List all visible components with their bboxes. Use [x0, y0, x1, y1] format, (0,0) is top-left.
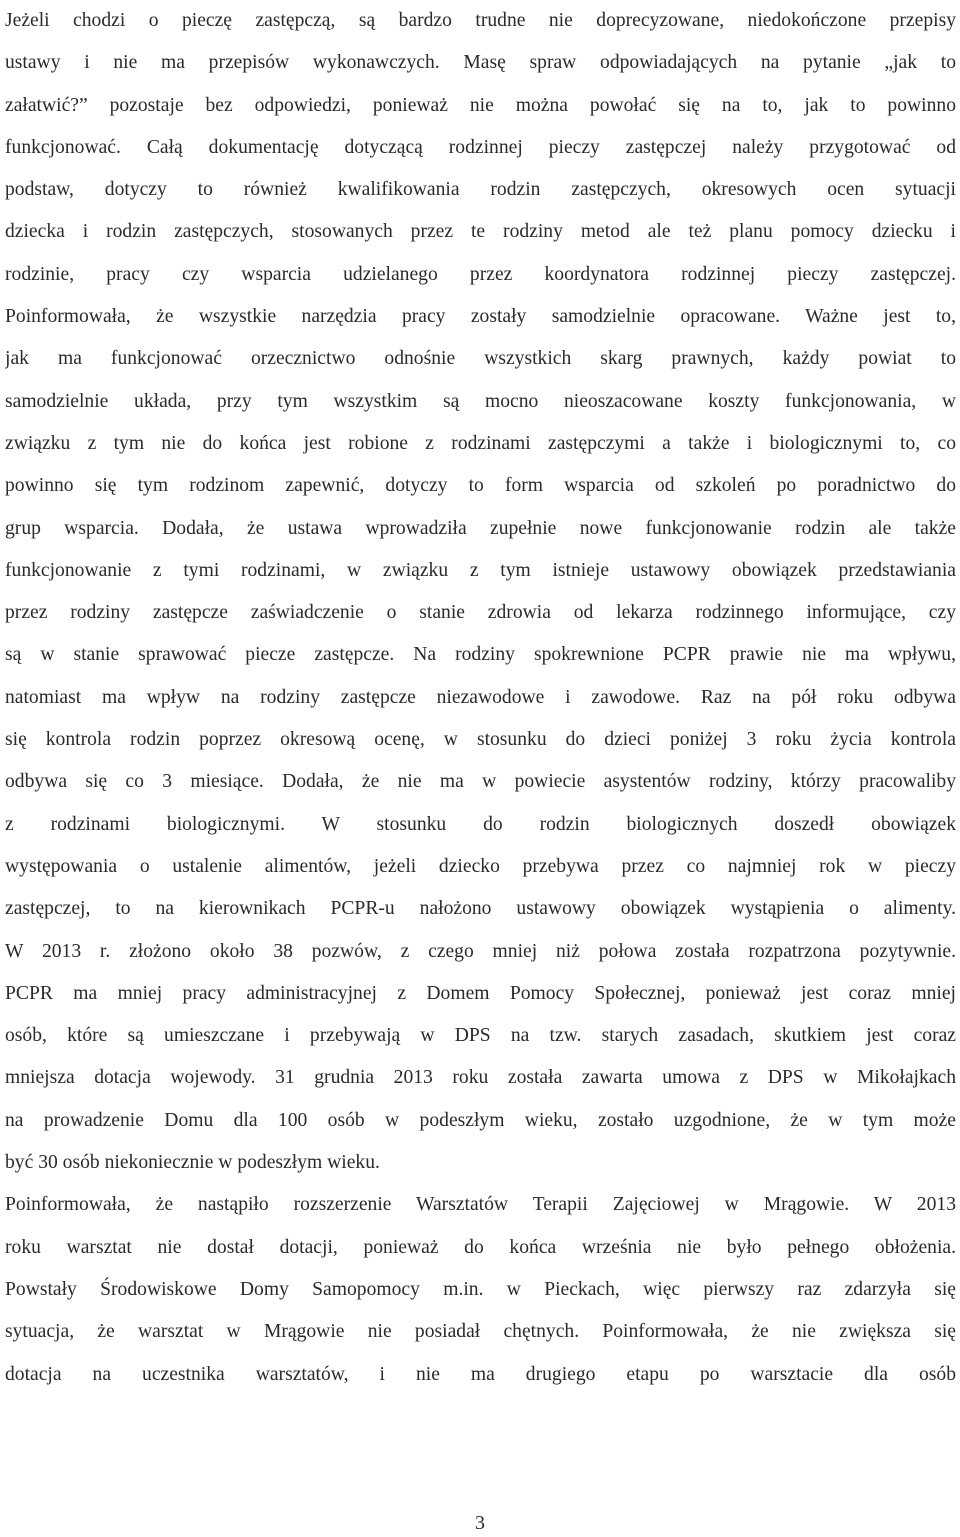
text-line: załatwić?” pozostaje bez odpowiedzi, ponieważ nie można powołać się na to, jak to powinno	[5, 94, 956, 116]
text-line: PCPR ma mniej pracy administracyjnej z Domem Pomocy Społecznej, ponieważ jest coraz mniej	[5, 982, 956, 1004]
text-line: występowania o ustalenie alimentów, jeżeli dziecko przebywa przez co najmniej rok w pieczy	[5, 855, 956, 877]
text-line: samodzielnie układa, przy tym wszystkim są mocno nieoszacowane koszty funkcjonowania, w	[5, 390, 956, 412]
text-line: się kontrola rodzin poprzez okresową ocenę, w stosunku do dzieci poniżej 3 roku życia kontrola	[5, 729, 956, 751]
text-line: rodzinie, pracy czy wsparcia udzielanego przez koordynatora rodzinnej pieczy zastępczej.	[5, 263, 956, 285]
text-line: roku warsztat nie dostał dotacji, ponieważ do końca września nie było pełnego obłożenia.	[5, 1236, 956, 1258]
text-line: grup wsparcia. Dodała, że ustawa wprowadziła zupełnie nowe funkcjonowanie rodzin ale także	[5, 517, 956, 539]
text-line: dziecka i rodzin zastępczych, stosowanych przez te rodziny metod ale też planu pomocy dziecku i	[5, 221, 956, 243]
text-line: funkcjonować. Całą dokumentację dotyczącą rodzinnej pieczy zastępczej należy przygotować od	[5, 136, 956, 158]
text-line: mniejsza dotacja wojewody. 31 grudnia 2013 roku została zawarta umowa z DPS w Mikołajkach	[5, 1067, 956, 1089]
text-line: Powstały Środowiskowe Domy Samopomocy m.in. w Pieckach, więc pierwszy raz zdarzyła się	[5, 1278, 956, 1300]
text-line: podstaw, dotyczy to również kwalifikowania rodzin zastępczych, okresowych ocen sytuacji	[5, 179, 956, 201]
text-line: Poinformowała, że wszystkie narzędzia pracy zostały samodzielnie opracowane. Ważne jest to,	[5, 306, 956, 328]
text-line: Poinformowała, że nastąpiło rozszerzenie Warsztatów Terapii Zajęciowej w Mrągowie. W 2013	[5, 1194, 956, 1216]
text-line: przez rodziny zastępcze zaświadczenie o stanie zdrowia od lekarza rodzinnego informujące, czy	[5, 602, 956, 624]
text-line: powinno się tym rodzinom zapewnić, dotyczy to form wsparcia od szkoleń po poradnictwo do	[5, 475, 956, 497]
text-line: osób, które są umieszczane i przebywają w DPS na tzw. starych zasadach, skutkiem jest coraz	[5, 1025, 956, 1047]
text-line: zastępczej, to na kierownikach PCPR-u nałożono ustawowy obowiązek wystąpienia o alimenty.	[5, 898, 956, 920]
text-line: odbywa się co 3 miesiące. Dodała, że nie ma w powiecie asystentów rodziny, którzy pracowaliby	[5, 771, 956, 793]
text-line: W 2013 r. złożono około 38 pozwów, z czego mniej niż połowa została rozpatrzona pozytywnie.	[5, 940, 956, 962]
text-line: być 30 osób niekoniecznie w podeszłym wieku.	[5, 1152, 380, 1174]
text-line: na prowadzenie Domu dla 100 osób w podeszłym wieku, zostało uzgodnione, że w tym może	[5, 1109, 956, 1131]
text-line: Jeżeli chodzi o pieczę zastępczą, są bardzo trudne nie doprecyzowane, niedokończone przepisy	[5, 10, 956, 31]
text-line: są w stanie sprawować piecze zastępcze. Na rodziny spokrewnione PCPR prawie nie ma wpływu,	[5, 644, 956, 666]
text-line: jak ma funkcjonować orzecznictwo odnośnie wszystkich skarg prawnych, każdy powiat to	[5, 348, 956, 370]
text-line: z rodzinami biologicznymi. W stosunku do rodzin biologicznych doszedł obowiązek	[5, 813, 956, 835]
text-line: natomiast ma wpływ na rodziny zastępcze niezawodowe i zawodowe. Raz na pół roku odbywa	[5, 686, 956, 708]
text-line: ustawy i nie ma przepisów wykonawczych. Masę spraw odpowiadających na pytanie „jak to	[5, 52, 956, 74]
body-text	[5, 0, 956, 1396]
text-line: związku z tym nie do końca jest robione z rodzinami zastępczymi a także i biologicznymi to, co	[5, 432, 956, 454]
page-number: 3	[475, 1512, 485, 1534]
text-line: sytuacja, że warsztat w Mrągowie nie posiadał chętnych. Poinformowała, że nie zwiększa się	[5, 1321, 956, 1343]
text-line: dotacja na uczestnika warsztatów, i nie ma drugiego etapu po warsztacie dla osób	[5, 1363, 956, 1385]
text-line: funkcjonowanie z tymi rodzinami, w związku z tym istnieje ustawowy obowiązek przedstawiania	[5, 559, 956, 581]
